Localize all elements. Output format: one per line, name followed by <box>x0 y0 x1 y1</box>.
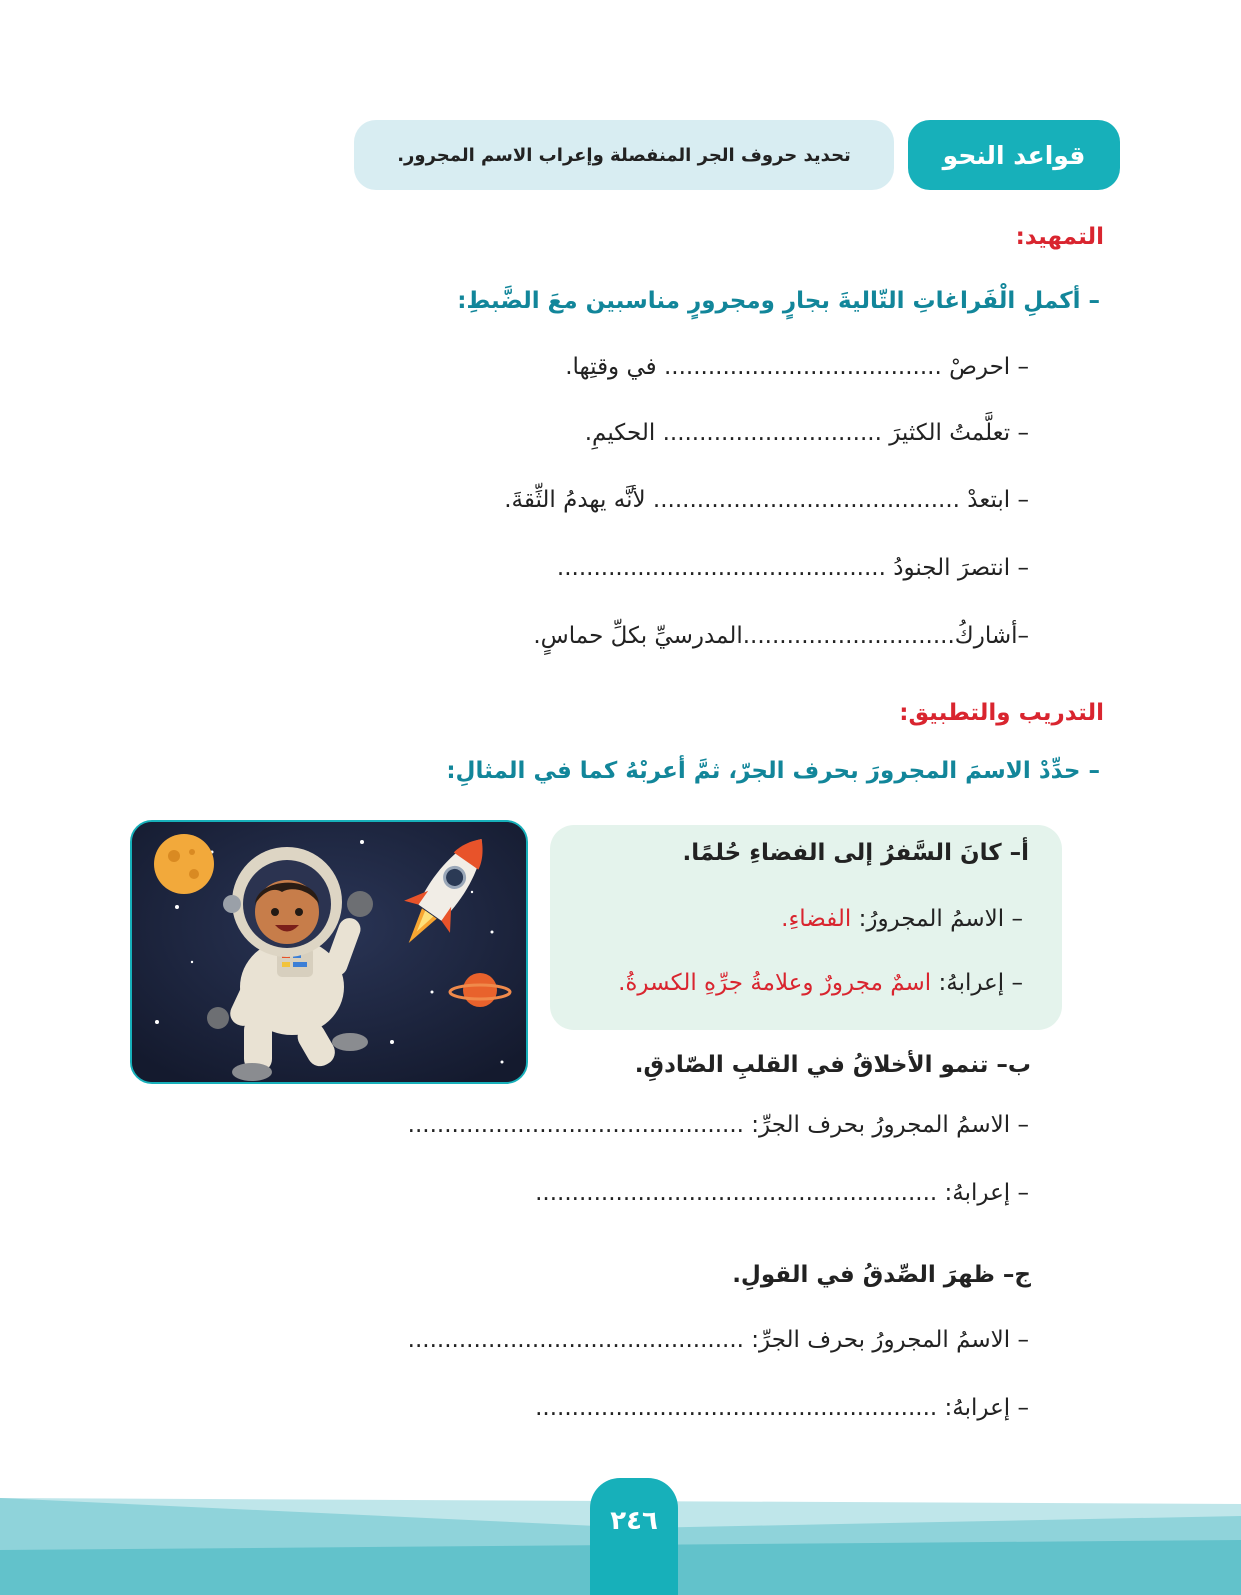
warmup-instruction: – أكملِ الْفَراغاتِ التّاليةَ بجارٍ ومجرورٍ مناسبين معَ الضَّبطِ: <box>457 288 1100 314</box>
space-illustration <box>130 820 528 1084</box>
item-b-sentence: ب– تنمو الأخلاقُ في القلبِ الصّادقِ. <box>634 1052 1031 1078</box>
example-noun-prefix: – الاسمُ المجرورُ: <box>851 906 1023 932</box>
warmup-line-4: – انتصرَ الجنودُ ............................................. <box>556 555 1029 581</box>
item-c-sentence: ج– ظهرَ الصِّدقُ في القولِ. <box>732 1262 1031 1288</box>
warmup-title: التمهيد: <box>1015 224 1104 250</box>
section-badge: قواعد النحو <box>908 120 1120 190</box>
warmup-line-2: – تعلَّمتُ الكثيرَ .............................. الحكيمِ. <box>584 420 1029 446</box>
practice-title: التدريب والتطبيق: <box>899 700 1104 726</box>
item-b-noun-line: – الاسمُ المجرورُ بحرف الجرِّ: .............................................. <box>407 1112 1029 1138</box>
practice-instruction: – حدِّدْ الاسمَ المجرورَ بحرف الجرّ، ثمَّ أعربْهُ كما في المثالِ: <box>446 758 1100 784</box>
lesson-topic: تحديد حروف الجر المنفصلة وإعراب الاسم المجرور. <box>354 120 894 190</box>
example-noun-line <box>781 906 1023 932</box>
item-c-parse-line: – إعرابهُ: ....................................................... <box>535 1395 1029 1421</box>
example-parse-line <box>618 970 1023 996</box>
page-number: ٢٤٦ <box>590 1478 678 1595</box>
space-scene <box>132 822 526 1082</box>
item-b-parse-line: – إعرابهُ: ....................................................... <box>535 1180 1029 1206</box>
example-parse-prefix: – إعرابهُ: <box>931 970 1023 996</box>
warmup-line-3: – ابتعدْ .......................................... لأنَّه يهدمُ الثِّقةَ. <box>504 487 1029 513</box>
moon-icon <box>154 834 214 894</box>
example-noun-value: الفضاءِ. <box>781 906 852 932</box>
example-sentence: أ– كانَ السَّفرُ إلى الفضاءِ حُلمًا. <box>682 840 1029 866</box>
warmup-line-5: –أشاركُ.............................المدرسيِّ بكلِّ حماسٍ. <box>533 623 1029 649</box>
example-parse-value: اسمٌ مجرورٌ وعلامةُ جرِّهِ الكسرةُ. <box>618 970 932 996</box>
item-c-noun-line: – الاسمُ المجرورُ بحرف الجرِّ: .............................................. <box>407 1327 1029 1353</box>
warmup-line-1: – احرصْ ...................................... في وقتِها. <box>565 354 1029 380</box>
